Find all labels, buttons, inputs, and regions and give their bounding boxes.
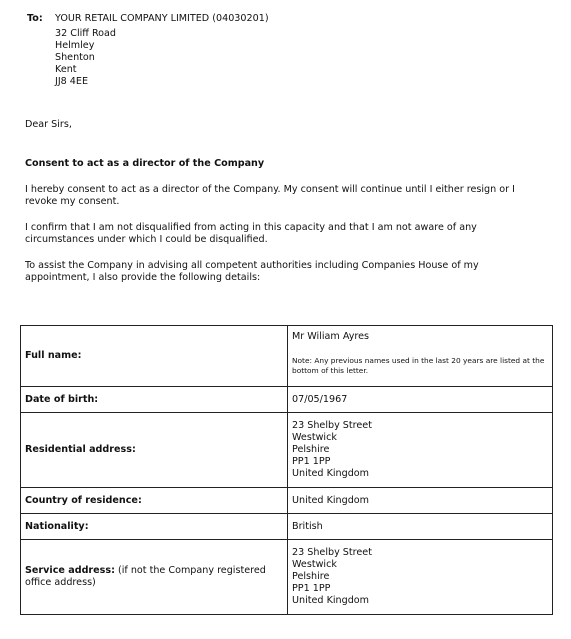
residential-address-line: Westwick <box>292 432 337 443</box>
table-row-country-of-residence <box>21 488 553 514</box>
country-of-residence-label: Country of residence: <box>21 488 288 514</box>
residential-address-line: 23 Shelby Street <box>292 420 372 431</box>
residential-address-label: Residential address: <box>21 413 288 488</box>
service-address-label-cell <box>21 540 288 615</box>
nationality-label: Nationality: <box>21 514 288 540</box>
nationality-value: British <box>288 514 553 540</box>
salutation: Dear Sirs, <box>25 119 72 130</box>
letter-heading: Consent to act as a director of the Company <box>25 158 265 169</box>
service-address-line: PP1 1PP <box>292 583 331 594</box>
address-line: 32 Cliff Road <box>55 28 117 39</box>
residential-address-line: United Kingdom <box>292 468 370 479</box>
date-of-birth-label: Date of birth: <box>21 387 288 413</box>
table-row-residential-address <box>21 413 553 488</box>
table-row-nationality <box>21 514 553 540</box>
full-name-label: Full name: <box>21 326 288 387</box>
full-name-value: Mr Wiliam Ayres <box>292 331 370 342</box>
director-details-table <box>20 325 553 615</box>
residential-address-line: PP1 1PP <box>292 456 331 467</box>
service-address-line: United Kingdom <box>292 595 370 606</box>
service-address-line: 23 Shelby Street <box>292 547 372 558</box>
table-row-date-of-birth <box>21 387 553 413</box>
previous-names-note: Note: Any previous names used in the last 20 years are listed at the bottom of this letter. <box>292 356 545 375</box>
details-intro-paragraph: To assist the Company in advising all competent authorities including Companies House of my appointment, I also provide the following details: <box>25 260 479 283</box>
country-of-residence-value: United Kingdom <box>288 488 553 514</box>
address-line: JJ8 4EE <box>55 76 89 87</box>
service-address-line: Pelshire <box>292 571 330 582</box>
consent-paragraph: I hereby consent to act as a director of the Company. My consent will continue until I either resign or I revoke my consent. <box>25 184 515 207</box>
table-row-full-name <box>21 326 553 387</box>
address-line: Helmley <box>55 40 95 51</box>
service-address-label-note: (if not the Company registered office address) <box>25 565 266 588</box>
date-of-birth-value: 07/05/1967 <box>288 387 553 413</box>
service-address-line: Westwick <box>292 559 337 570</box>
residential-address-line: Pelshire <box>292 444 330 455</box>
disqualification-paragraph: I confirm that I am not disqualified from acting in this capacity and that I am not aware of any circumstances under which I could be disqualified. <box>25 222 477 245</box>
address-line: Kent <box>55 64 77 75</box>
to-label: To: <box>27 13 43 24</box>
table-row-service-address <box>21 540 553 615</box>
recipient-address <box>55 28 116 88</box>
address-line: Shenton <box>55 52 95 63</box>
service-address-label: Service address: <box>25 565 115 576</box>
recipient-company: YOUR RETAIL COMPANY LIMITED (04030201) <box>55 13 269 24</box>
full-name-cell <box>288 326 553 387</box>
residential-address-value <box>288 413 553 488</box>
service-address-value <box>288 540 553 615</box>
